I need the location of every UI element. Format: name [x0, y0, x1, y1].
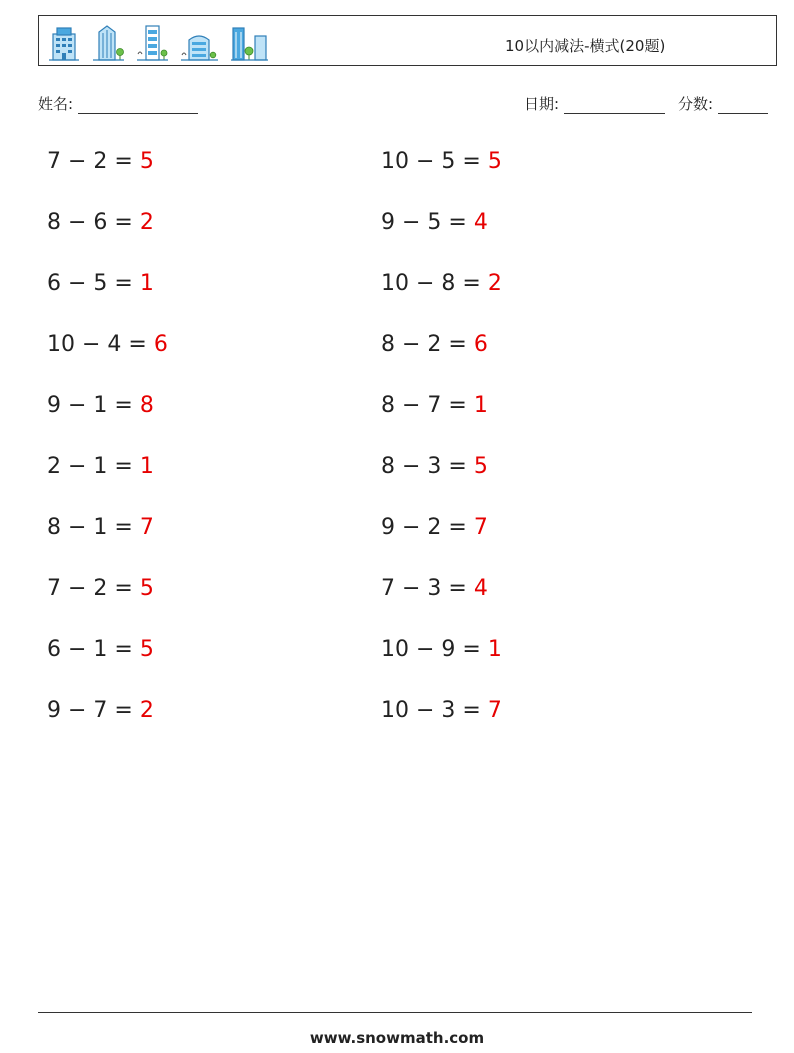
problem-answer: 5: [139, 149, 154, 174]
problem-answer: 4: [473, 576, 488, 601]
problem-item: [381, 454, 488, 479]
problem-item: [47, 332, 168, 357]
problem-answer: 7: [487, 698, 502, 723]
problem-answer: 2: [139, 698, 154, 723]
header-icons: [47, 22, 269, 62]
date-field: [524, 93, 665, 114]
problem-item: [381, 149, 502, 174]
problem-answer: 7: [139, 515, 154, 540]
problem-item: [381, 637, 502, 662]
problem-answer: 5: [139, 637, 154, 662]
worksheet-title: 10以内减法-横式(20题): [505, 37, 666, 55]
problem-item: [47, 698, 154, 723]
problem-item: [47, 454, 154, 479]
office-tree-icon: [179, 24, 219, 62]
problem-answer: 5: [487, 149, 502, 174]
problem-question: 7 − 2 =: [47, 149, 140, 174]
problem-answer: 1: [139, 454, 154, 479]
problem-question: 9 − 2 =: [381, 515, 474, 540]
city-towers-icon: [229, 24, 269, 62]
problem-answer: 1: [473, 393, 488, 418]
date-blank: [564, 97, 665, 114]
problem-answer: 6: [153, 332, 168, 357]
footer-url: www.snowmath.com: [309, 1029, 485, 1047]
problem-item: [381, 393, 488, 418]
name-field: [38, 93, 198, 114]
date-label: 日期:: [524, 95, 560, 113]
problem-answer: 8: [139, 393, 154, 418]
problem-question: 7 − 2 =: [47, 576, 140, 601]
problem-item: [381, 271, 502, 296]
problem-item: [47, 271, 154, 296]
footer-divider: [38, 1012, 752, 1013]
problem-question: 8 − 7 =: [381, 393, 474, 418]
problem-question: 8 − 3 =: [381, 454, 474, 479]
problem-item: [47, 576, 154, 601]
tower-icon: [91, 24, 125, 62]
problem-item: [47, 393, 154, 418]
building-icon: [47, 24, 81, 62]
problem-question: 8 − 6 =: [47, 210, 140, 235]
problem-item: [47, 637, 154, 662]
problem-item: [381, 576, 488, 601]
problem-item: [381, 698, 502, 723]
problem-answer: 1: [487, 637, 502, 662]
problem-question: 6 − 1 =: [47, 637, 140, 662]
score-label: 分数:: [678, 95, 714, 113]
problem-question: 10 − 9 =: [381, 637, 488, 662]
problem-item: [47, 515, 154, 540]
problem-item: [381, 210, 488, 235]
name-label: 姓名:: [38, 95, 74, 113]
score-field: [678, 93, 768, 114]
problem-question: 7 − 3 =: [381, 576, 474, 601]
problem-answer: 1: [139, 271, 154, 296]
problem-item: [47, 210, 154, 235]
score-blank: [718, 97, 768, 114]
header-box: [38, 15, 777, 66]
problem-item: [47, 149, 154, 174]
problem-answer: 2: [487, 271, 502, 296]
name-blank: [78, 97, 198, 114]
problem-question: 9 − 5 =: [381, 210, 474, 235]
problem-answer: 7: [473, 515, 488, 540]
problem-question: 6 − 5 =: [47, 271, 140, 296]
problem-answer: 5: [473, 454, 488, 479]
problem-answer: 6: [473, 332, 488, 357]
problem-question: 9 − 1 =: [47, 393, 140, 418]
problem-question: 8 − 1 =: [47, 515, 140, 540]
problem-question: 9 − 7 =: [47, 698, 140, 723]
skyscraper-tree-icon: [135, 24, 169, 62]
problem-question: 10 − 5 =: [381, 149, 488, 174]
problem-item: [381, 332, 488, 357]
problem-answer: 4: [473, 210, 488, 235]
problem-answer: 5: [139, 576, 154, 601]
problem-question: 10 − 4 =: [47, 332, 154, 357]
problem-question: 10 − 3 =: [381, 698, 488, 723]
problem-question: 2 − 1 =: [47, 454, 140, 479]
problem-item: [381, 515, 488, 540]
problem-answer: 2: [139, 210, 154, 235]
problem-question: 8 − 2 =: [381, 332, 474, 357]
problem-question: 10 − 8 =: [381, 271, 488, 296]
